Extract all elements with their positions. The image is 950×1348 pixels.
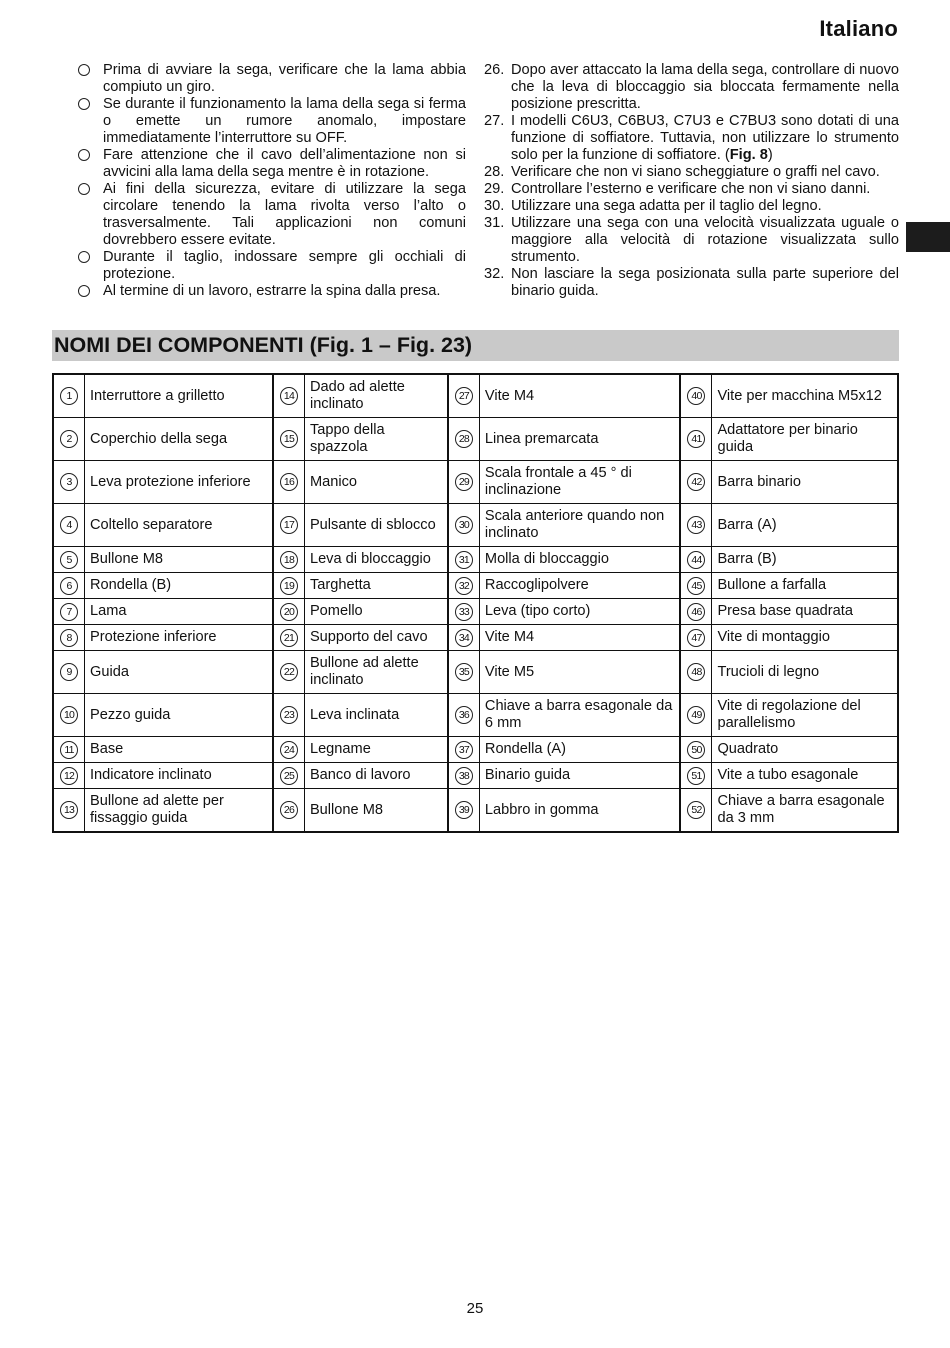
- part-number-cell: [680, 418, 712, 461]
- part-number: 41: [687, 430, 705, 448]
- parts-table: [52, 373, 899, 833]
- part-number: 18: [280, 551, 298, 569]
- part-number: 39: [455, 801, 473, 819]
- part-number: 16: [280, 473, 298, 491]
- part-number-cell: [53, 599, 85, 625]
- part-number: 27: [455, 387, 473, 405]
- part-number-cell: [53, 651, 85, 694]
- part-name: Vite per macchina M5x12: [712, 374, 898, 418]
- page-number: 25: [466, 1300, 484, 1317]
- numbered-item: [484, 62, 899, 113]
- part-number: 42: [687, 473, 705, 491]
- part-number: 30: [455, 516, 473, 534]
- item-text: Utilizzare una sega adatta per il taglio del legno.: [511, 198, 822, 214]
- part-number-cell: [680, 789, 712, 833]
- part-number-cell: [273, 763, 305, 789]
- bullet-text: Prima di avviare la sega, verificare che la lama abbia compiuto un giro.: [103, 62, 466, 95]
- numbered-item: [484, 164, 899, 181]
- part-number: 5: [60, 551, 78, 569]
- part-number: 3: [60, 473, 78, 491]
- part-number: 32: [455, 577, 473, 595]
- part-number: 7: [60, 603, 78, 621]
- part-number-cell: [448, 547, 480, 573]
- table-row: [53, 763, 898, 789]
- part-number-cell: [680, 504, 712, 547]
- item-number: 29.: [484, 181, 505, 197]
- part-name: Linea premarcata: [479, 418, 680, 461]
- part-number: 24: [280, 741, 298, 759]
- part-number-cell: [448, 461, 480, 504]
- circle-bullet-icon: [78, 251, 90, 263]
- bullet-text: Durante il taglio, indossare sempre gli occhiali di protezione.: [103, 249, 466, 282]
- part-number: 2: [60, 430, 78, 448]
- part-number: 21: [280, 629, 298, 647]
- part-number-cell: [273, 418, 305, 461]
- table-row: [53, 651, 898, 694]
- circle-bullet-icon: [78, 285, 90, 297]
- part-name: Barra (B): [712, 547, 898, 573]
- part-number: 38: [455, 767, 473, 785]
- part-name: Legname: [304, 737, 447, 763]
- part-number-cell: [448, 374, 480, 418]
- language-title: Italiano: [819, 16, 898, 41]
- part-name: Scala frontale a 45 ° di inclinazione: [479, 461, 680, 504]
- part-number: 48: [687, 663, 705, 681]
- circle-bullet-icon: [78, 149, 90, 161]
- part-name: Manico: [304, 461, 447, 504]
- part-name: Leva inclinata: [304, 694, 447, 737]
- part-number-cell: [273, 625, 305, 651]
- part-number-cell: [448, 763, 480, 789]
- part-name: Pezzo guida: [85, 694, 273, 737]
- numbered-item: [484, 181, 899, 198]
- table-row: [53, 694, 898, 737]
- table-row: [53, 789, 898, 833]
- part-number: 17: [280, 516, 298, 534]
- part-number: 6: [60, 577, 78, 595]
- part-number-cell: [53, 625, 85, 651]
- part-number-cell: [680, 737, 712, 763]
- bullet-item: [76, 96, 466, 147]
- part-number: 4: [60, 516, 78, 534]
- part-number-cell: [53, 737, 85, 763]
- part-number: 9: [60, 663, 78, 681]
- item-text: Dopo aver attaccato la lama della sega, controllare di nuovo che la leva di bloccaggio sia bloccata fermamente nella posizione prescritta.: [511, 62, 899, 112]
- part-name: Targhetta: [304, 573, 447, 599]
- part-name: Scala anteriore quando non inclinato: [479, 504, 680, 547]
- part-name: Vite M4: [479, 625, 680, 651]
- bullet-item: [76, 62, 466, 96]
- part-number-cell: [53, 573, 85, 599]
- part-number-cell: [273, 374, 305, 418]
- part-number: 12: [60, 767, 78, 785]
- part-number: 28: [455, 430, 473, 448]
- numbered-item: [484, 113, 899, 164]
- part-name: Chiave a barra esagonale da 6 mm: [479, 694, 680, 737]
- part-number-cell: [53, 763, 85, 789]
- bullet-item: [76, 147, 466, 181]
- part-name: Base: [85, 737, 273, 763]
- part-number-cell: [273, 737, 305, 763]
- table-row: [53, 461, 898, 504]
- table-row: [53, 625, 898, 651]
- part-name: Presa base quadrata: [712, 599, 898, 625]
- part-number-cell: [680, 763, 712, 789]
- part-number-cell: [53, 789, 85, 833]
- item-number: 32.: [484, 266, 505, 282]
- part-name: Rondella (B): [85, 573, 273, 599]
- table-row: [53, 573, 898, 599]
- part-number: 51: [687, 767, 705, 785]
- part-name: Vite M5: [479, 651, 680, 694]
- part-number: 43: [687, 516, 705, 534]
- part-name: Binario guida: [479, 763, 680, 789]
- part-name: Pulsante di sblocco: [304, 504, 447, 547]
- part-name: Quadrato: [712, 737, 898, 763]
- part-number-cell: [448, 737, 480, 763]
- part-number-cell: [53, 694, 85, 737]
- numbered-instruction-list: [484, 62, 899, 300]
- part-number-cell: [680, 694, 712, 737]
- part-name: Bullone M8: [304, 789, 447, 833]
- part-name: Guida: [85, 651, 273, 694]
- item-text: I modelli C6U3, C6BU3, C7U3 e C7BU3 sono dotati di una funzione di soffiatore. Tuttavia, non utilizzare lo strumento solo per la funzione di soffiatore. (: [511, 113, 899, 163]
- item-text-suffix: ): [767, 147, 773, 163]
- part-name: Chiave a barra esagonale da 3 mm: [712, 789, 898, 833]
- section-header: [52, 330, 899, 361]
- numbered-item: [484, 266, 899, 300]
- part-name: Indicatore inclinato: [85, 763, 273, 789]
- part-number: 44: [687, 551, 705, 569]
- part-number: 49: [687, 706, 705, 724]
- item-number: 28.: [484, 164, 505, 180]
- item-number: 30.: [484, 198, 505, 214]
- part-number-cell: [273, 504, 305, 547]
- part-name: Raccoglipolvere: [479, 573, 680, 599]
- part-number-cell: [448, 418, 480, 461]
- part-name: Leva protezione inferiore: [85, 461, 273, 504]
- part-name: Pomello: [304, 599, 447, 625]
- part-number-cell: [273, 694, 305, 737]
- part-number: 14: [280, 387, 298, 405]
- part-number-cell: [273, 599, 305, 625]
- part-number: 22: [280, 663, 298, 681]
- part-number-cell: [273, 573, 305, 599]
- part-number: 45: [687, 577, 705, 595]
- part-number: 37: [455, 741, 473, 759]
- part-number: 11: [60, 741, 78, 759]
- part-number: 1: [60, 387, 78, 405]
- item-text: Non lasciare la sega posizionata sulla parte superiore del binario guida.: [511, 266, 899, 299]
- part-number-cell: [448, 789, 480, 833]
- part-number-cell: [53, 374, 85, 418]
- section-title: NOMI DEI COMPONENTI (Fig. 1 – Fig. 23): [54, 333, 473, 357]
- part-name: Bullone ad alette inclinato: [304, 651, 447, 694]
- bullet-text: Ai fini della sicurezza, evitare di utilizzare la sega circolare tenendo la lama rivolta verso l’alto o trasversalmente. Tali applicazioni non comuni dovrebbero essere evitate.: [103, 181, 466, 248]
- part-number: 8: [60, 629, 78, 647]
- circle-bullet-icon: [78, 64, 90, 76]
- part-number: 20: [280, 603, 298, 621]
- bullet-item: [76, 181, 466, 249]
- bullet-text: Se durante il funzionamento la lama della sega si ferma o emette un rumore anomalo, impostare immediatamente l’interruttore su OFF.: [103, 96, 466, 146]
- part-name: Coperchio della sega: [85, 418, 273, 461]
- part-number-cell: [448, 573, 480, 599]
- part-number: 40: [687, 387, 705, 405]
- circle-bullet-icon: [78, 183, 90, 195]
- part-number: 19: [280, 577, 298, 595]
- item-number: 27.: [484, 113, 505, 129]
- part-number-cell: [273, 547, 305, 573]
- bullet-item: [76, 249, 466, 283]
- part-name: Supporto del cavo: [304, 625, 447, 651]
- part-number-cell: [448, 625, 480, 651]
- part-number-cell: [448, 504, 480, 547]
- part-number-cell: [53, 547, 85, 573]
- part-number: 10: [60, 706, 78, 724]
- part-name: Vite di regolazione del parallelismo: [712, 694, 898, 737]
- part-number-cell: [448, 694, 480, 737]
- part-name: Interruttore a grilletto: [85, 374, 273, 418]
- part-number: 46: [687, 603, 705, 621]
- part-name: Vite di montaggio: [712, 625, 898, 651]
- part-number-cell: [680, 374, 712, 418]
- part-name: Lama: [85, 599, 273, 625]
- part-name: Dado ad alette inclinato: [304, 374, 447, 418]
- table-row: [53, 599, 898, 625]
- part-number: 47: [687, 629, 705, 647]
- part-number-cell: [680, 599, 712, 625]
- item-number: 31.: [484, 215, 505, 231]
- part-number-cell: [680, 573, 712, 599]
- figure-reference: Fig. 8: [729, 147, 768, 163]
- part-number: 50: [687, 741, 705, 759]
- table-row: [53, 418, 898, 461]
- part-name: Tappo della spazzola: [304, 418, 447, 461]
- bullet-item: [76, 283, 466, 300]
- item-text: Verificare che non vi siano scheggiature o graffi nel cavo.: [511, 164, 880, 180]
- part-number: 31: [455, 551, 473, 569]
- part-name: Trucioli di legno: [712, 651, 898, 694]
- part-number-cell: [273, 651, 305, 694]
- part-name: Vite a tubo esagonale: [712, 763, 898, 789]
- part-number-cell: [680, 651, 712, 694]
- part-name: Protezione inferiore: [85, 625, 273, 651]
- part-name: Coltello separatore: [85, 504, 273, 547]
- part-number-cell: [53, 461, 85, 504]
- part-name: Bullone a farfalla: [712, 573, 898, 599]
- part-number-cell: [448, 599, 480, 625]
- part-name: Rondella (A): [479, 737, 680, 763]
- part-number: 25: [280, 767, 298, 785]
- part-number: 33: [455, 603, 473, 621]
- part-number: 26: [280, 801, 298, 819]
- item-text: Controllare l’esterno e verificare che non vi siano danni.: [511, 181, 871, 197]
- circle-bullet-icon: [78, 98, 90, 110]
- part-number-cell: [273, 789, 305, 833]
- numbered-item: [484, 198, 899, 215]
- part-number: 29: [455, 473, 473, 491]
- part-number: 35: [455, 663, 473, 681]
- safety-bullet-list: [76, 62, 466, 300]
- part-name: Vite M4: [479, 374, 680, 418]
- part-name: Bullone M8: [85, 547, 273, 573]
- part-number-cell: [680, 625, 712, 651]
- bullet-text: Fare attenzione che il cavo dell’alimentazione non si avvicini alla lama della sega mentre è in rotazione.: [103, 147, 466, 180]
- part-number: 52: [687, 801, 705, 819]
- part-number-cell: [273, 461, 305, 504]
- part-name: Leva (tipo corto): [479, 599, 680, 625]
- part-name: Bullone ad alette per fissaggio guida: [85, 789, 273, 833]
- table-row: [53, 374, 898, 418]
- item-number: 26.: [484, 62, 505, 78]
- part-name: Labbro in gomma: [479, 789, 680, 833]
- table-row: [53, 547, 898, 573]
- part-name: Molla di bloccaggio: [479, 547, 680, 573]
- part-number-cell: [448, 651, 480, 694]
- part-number-cell: [680, 461, 712, 504]
- table-row: [53, 504, 898, 547]
- part-number-cell: [680, 547, 712, 573]
- part-name: Barra (A): [712, 504, 898, 547]
- part-name: Banco di lavoro: [304, 763, 447, 789]
- part-number: 36: [455, 706, 473, 724]
- part-number: 34: [455, 629, 473, 647]
- language-side-tab: [906, 222, 950, 252]
- item-text: Utilizzare una sega con una velocità visualizzata uguale o maggiore alla velocità di rotazione visualizzata sullo strumento.: [511, 215, 899, 265]
- part-number: 13: [60, 801, 78, 819]
- part-number: 15: [280, 430, 298, 448]
- part-name: Leva di bloccaggio: [304, 547, 447, 573]
- numbered-item: [484, 215, 899, 266]
- table-row: [53, 737, 898, 763]
- part-name: Barra binario: [712, 461, 898, 504]
- part-number-cell: [53, 504, 85, 547]
- bullet-text: Al termine di un lavoro, estrarre la spina dalla presa.: [103, 283, 441, 299]
- part-number: 23: [280, 706, 298, 724]
- part-number-cell: [53, 418, 85, 461]
- part-name: Adattatore per binario guida: [712, 418, 898, 461]
